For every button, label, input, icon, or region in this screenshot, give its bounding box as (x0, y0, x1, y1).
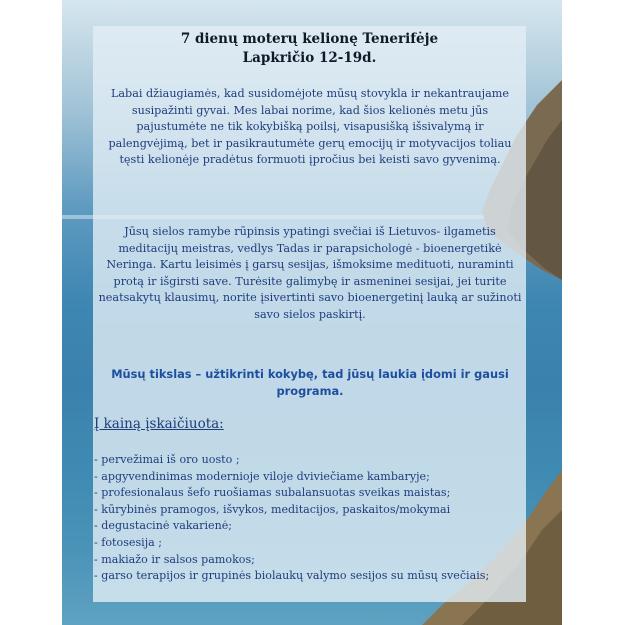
page-title (93, 30, 526, 68)
list-item: - pervežimai iš oro uosto ; (94, 453, 240, 466)
title-trip: 7 dienų moterų kelionę Tenerifėje (180, 31, 439, 47)
list-item: - kūrybinės pramogos, išvykos, meditacijos, paskaitos/mokymai (94, 502, 451, 516)
intro-paragraph: Labai džiaugiamės, kad susidomėjote mūsų stovykla ir nekantraujame susipažinti gyvai. Mes labai norime, kad šios kelionės metu jūs pajustumėte ne tik kokybišką poilsį, visapusišką išsivalymą ir palengvėjimą, bet ir pasikrautumėte gerų emocijų ir motyvacijos toliau tęsti kelionėje pradėtus formuoti įpročius bei keisti savo gyvenimą. (108, 87, 512, 167)
title-dates: Lapkričio 12-19d. (242, 50, 377, 66)
list-item: - fotosesija ; (94, 535, 163, 549)
list-item: - garso terapijos ir grupinės biolaukų valymo sesijos su mūsų svečiais; (94, 569, 490, 583)
goal-statement: Mūsų tikslas – užtikrinti kokybę, tad jūsų laukia įdomi ir gausi programa. (111, 367, 509, 398)
hosts-paragraph: Jūsų sielos ramybe rūpinsis ypatingi svečiai iš Lietuvos- ilgametis meditacijų meistras, vedlys Tadas ir parapsichologė - bioenergetikė Neringa. Kartu leisimės į garsų sesijas, išmoksime medituoti, nuraminti protą ir išgirsti save. Turėsite galimybę ir asmeninei sesijai, jei turite neatsakytų klausimų, norite įsivertinti savo bioenergetinį lauką ar sužinoti savo sielos paskirtį. (98, 225, 522, 321)
list-item: - makiažo ir salsos pamokos; (94, 552, 255, 566)
list-item: - profesionalaus šefo ruošiamas subalansuotas sveikas maistas; (94, 486, 451, 500)
included-list (94, 452, 524, 585)
included-heading: Į kainą įskaičiuota: (94, 416, 224, 432)
list-item: - apgyvendinimas modernioje viloje dviviečiame kambaryje; (94, 469, 430, 483)
list-item: - degustacinė vakarienė; (94, 519, 233, 533)
